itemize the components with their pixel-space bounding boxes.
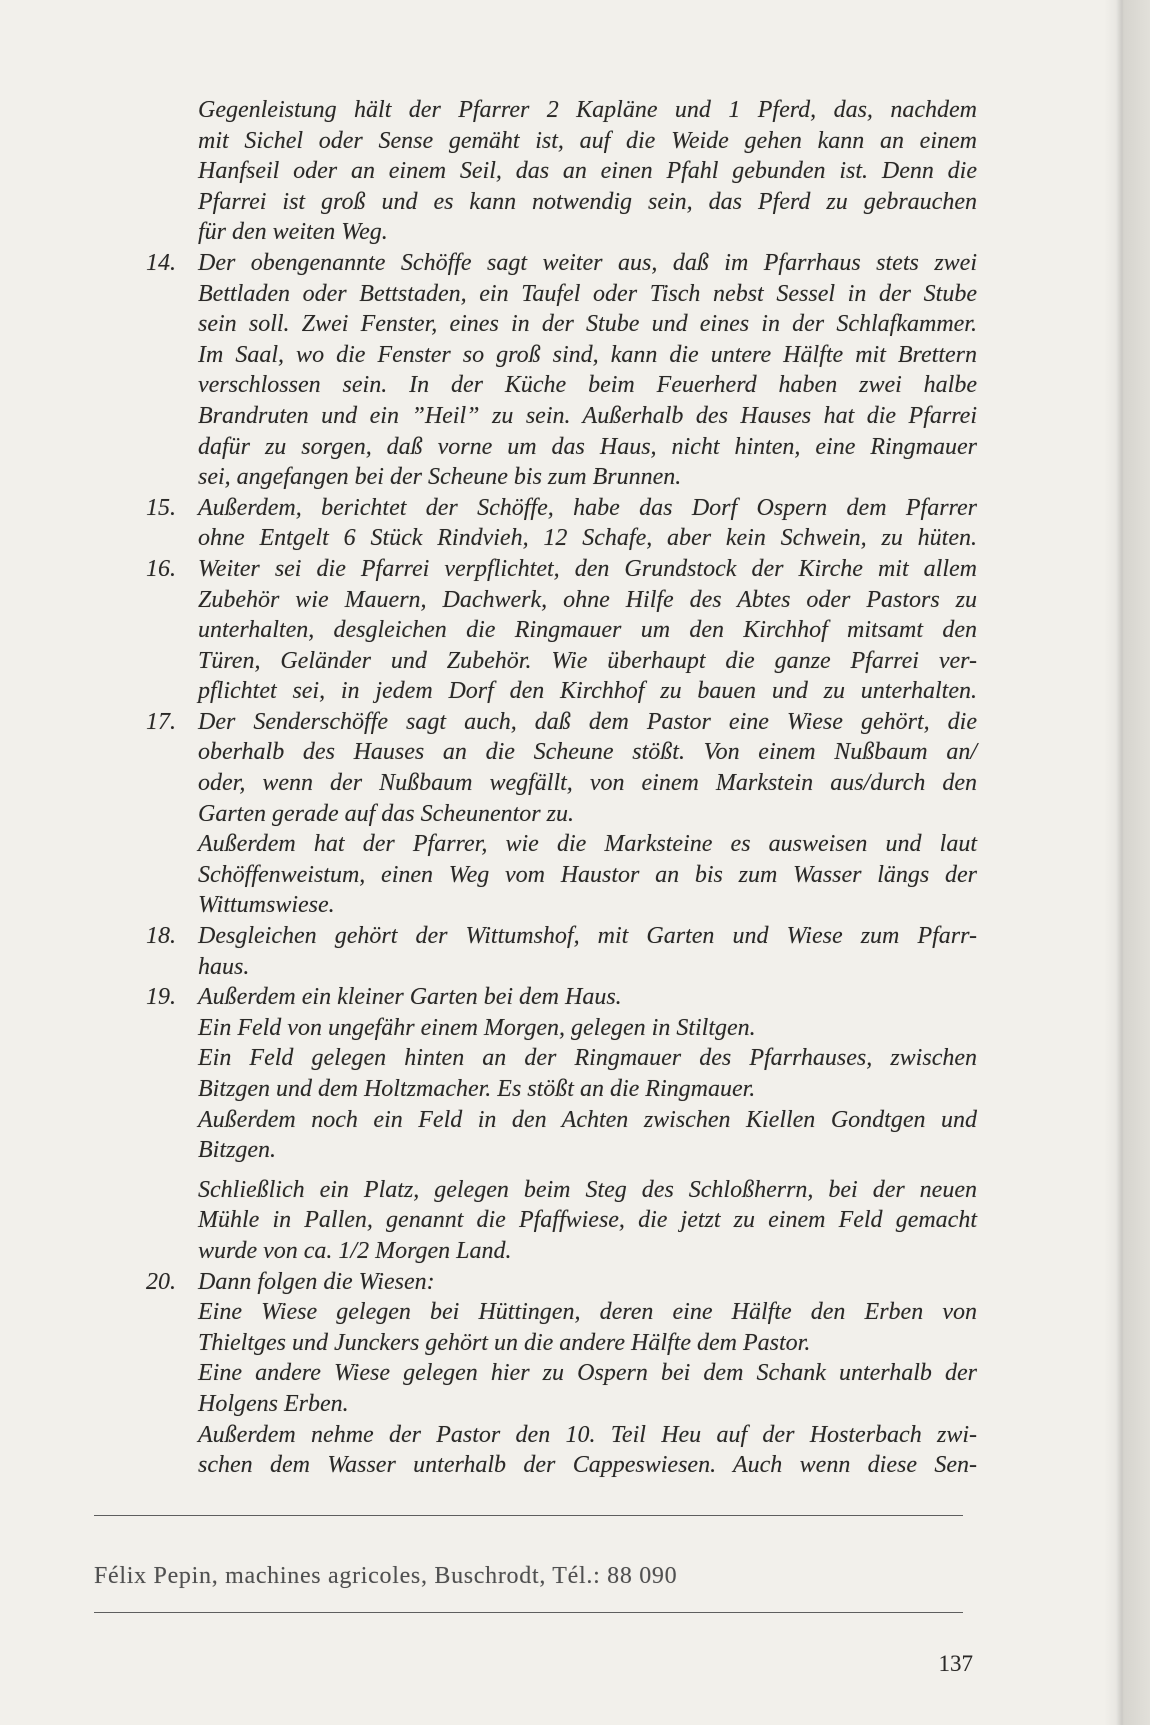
item-body: [198, 493, 977, 554]
text-line: [198, 921, 977, 952]
paragraph: [198, 1358, 977, 1419]
item-body: [198, 1267, 977, 1481]
text-line: [198, 554, 977, 585]
item-number: 15.: [146, 494, 176, 521]
text-line-content: verschlossen sein. In der Küche beim Feuerherd haben zwei halbe: [198, 372, 977, 399]
text-line-content: Bitzgen und dem Holtzmacher. Es stößt an die Ringmauer.: [198, 1076, 756, 1102]
text-line-content: Hanfseil oder an einem Seil, das an einen Pfahl gebunden ist. Denn die: [198, 158, 977, 185]
text-line: [198, 707, 977, 738]
text-line-content: Außerdem hat der Pfarrer, wie die Marksteine es ausweisen und laut: [198, 831, 977, 858]
item-body: [198, 982, 977, 1266]
paragraph: [198, 1175, 977, 1267]
text-line-content: Zubehör wie Mauern, Dachwerk, ohne Hilfe des Abtes oder Pastors zu: [198, 586, 977, 613]
text-line-content: dafür zu sorgen, daß vorne um das Haus, nicht hinten, eine Ringmauer: [198, 433, 977, 460]
item-number: 19.: [146, 984, 176, 1011]
text-line-content: Der obengenannte Schöffe sagt weiter aus, daß im Pfarrhaus stets zwei: [198, 249, 977, 276]
text-line-content: Ein Feld gelegen hinten an der Ringmauer des Pfarrhauses, zwischen: [198, 1045, 977, 1072]
text-line-content: Weiter sei die Pfarrei verpflichtet, den Grundstock der Kirche mit allem: [198, 555, 977, 582]
text-line: [198, 1043, 977, 1074]
text-line: [198, 126, 977, 157]
text-line-content: Pfarrei ist groß und es kann notwendig sein, das Pferd zu gebrauchen: [198, 188, 977, 215]
text-line-content: Der Senderschöffe sagt auch, daß dem Pastor eine Wiese gehört, die: [198, 708, 977, 735]
text-line-content: Dann folgen die Wiesen:: [198, 1268, 435, 1295]
item-number: 18.: [146, 923, 176, 950]
list-item: [146, 248, 977, 493]
item-number: 17.: [146, 708, 176, 735]
text-line: [198, 1236, 977, 1267]
text-line: [198, 615, 977, 646]
text-line-content: für den weiten Weg.: [198, 219, 388, 246]
text-line: [198, 1297, 977, 1328]
text-line-content: oberhalb des Hauses an die Scheune stößt. Von einem Nußbaum an/: [198, 739, 977, 766]
text-line: [198, 462, 977, 493]
item-body: [198, 95, 977, 248]
text-line: [198, 1135, 977, 1166]
text-line: [198, 493, 977, 524]
footer-rule-bottom: [94, 1612, 963, 1613]
text-line-content: Türen, Geländer und Zubehör. Wie überhaupt die ganze Pfarrei ver-: [198, 647, 977, 674]
paragraph: [198, 1297, 977, 1358]
paragraph: [198, 1105, 977, 1166]
text-line-content: Brandruten und ein ”Heil” zu sein. Außerhalb des Hauses hat die Pfarrei: [198, 402, 977, 429]
text-line: [198, 829, 977, 860]
text-line-content: oder, wenn der Nußbaum wegfällt, von einem Markstein aus/durch den: [198, 770, 977, 797]
continuation-paragraph: [146, 95, 977, 248]
text-line-content: Holgens Erben.: [198, 1390, 349, 1417]
text-line: [198, 982, 977, 1013]
text-line-content: Außerdem noch ein Feld in den Achten zwischen Kiellen Gondtgen und: [198, 1106, 977, 1133]
text-line: [198, 248, 977, 279]
text-line-content: Außerdem nehme der Pastor den 10. Teil Heu auf der Hosterbach zwi-: [198, 1421, 977, 1448]
text-line: [198, 676, 977, 707]
text-line: [198, 432, 977, 463]
list-item: [146, 554, 977, 707]
item-body: [198, 921, 977, 982]
text-line-content: Bitzgen.: [198, 1137, 276, 1164]
text-line-content: Garten gerade auf das Scheunentor zu.: [198, 800, 574, 827]
paragraph: [198, 1267, 977, 1298]
paragraph: [198, 1043, 977, 1104]
text-line-content: haus.: [198, 953, 250, 980]
item-body: [198, 554, 977, 707]
text-line-content: Schöffenweistum, einen Weg vom Haustor an bis zum Wasser längs der: [198, 861, 977, 888]
paragraph: [198, 248, 977, 493]
text-line-content: unterhalten, desgleichen die Ringmauer um den Kirchhof mitsamt den: [198, 617, 977, 644]
item-number: 14.: [146, 249, 176, 276]
text-line: [198, 401, 977, 432]
list-item: [146, 1267, 977, 1481]
text-line-content: sei, angefangen bei der Scheune bis zum Brunnen.: [198, 464, 682, 491]
item-number: 16.: [146, 555, 176, 582]
paragraph: [198, 554, 977, 707]
item-number: 20.: [146, 1268, 176, 1295]
text-line: [198, 1175, 977, 1206]
text-line-content: wurde von ca. 1/2 Morgen Land.: [198, 1237, 512, 1264]
text-line: [198, 585, 977, 616]
text-line: [198, 646, 977, 677]
text-line: [198, 1074, 977, 1105]
text-line-content: ohne Entgelt 6 Stück Rindvieh, 12 Schafe, aber kein Schwein, zu hüten.: [198, 525, 977, 552]
text-line-content: Desgleichen gehört der Wittumshof, mit Garten und Wiese zum Pfarr-: [198, 923, 977, 950]
text-line-content: Ein Feld von ungefähr einem Morgen, gelegen in Stiltgen.: [198, 1014, 756, 1041]
text-line: [198, 1013, 977, 1044]
text-line-content: schen dem Wasser unterhalb der Cappeswiesen. Auch wenn diese Sen-: [198, 1452, 977, 1479]
paragraph: [198, 921, 977, 982]
text-line: [198, 1358, 977, 1389]
text-line: [198, 279, 977, 310]
text-line: [198, 1420, 977, 1451]
page-binding-gutter: [1104, 0, 1150, 1725]
text-line: [198, 860, 977, 891]
text-line-content: Eine andere Wiese gelegen hier zu Ospern bei dem Schank unterhalb der: [198, 1360, 977, 1387]
text-line: [198, 1105, 977, 1136]
text-line: [198, 1389, 977, 1420]
text-line-content: Thieltges und Junckers gehört un die andere Hälfte dem Pastor.: [198, 1329, 811, 1356]
text-line: [198, 952, 977, 983]
list-item: [146, 493, 977, 554]
text-line-content: Eine Wiese gelegen bei Hüttingen, deren eine Hälfte den Erben von: [198, 1299, 977, 1326]
paragraph: [198, 1013, 977, 1044]
paragraph: [198, 982, 977, 1013]
text-line: [198, 187, 977, 218]
text-line-content: Bettladen oder Bettstaden, ein Taufel oder Tisch nebst Sessel in der Stube: [198, 280, 977, 307]
text-line: [198, 309, 977, 340]
page-number: 137: [938, 1651, 973, 1676]
paragraph: [198, 707, 977, 829]
paragraph: [198, 493, 977, 554]
text-line: [198, 95, 977, 126]
paragraph: [198, 1420, 977, 1481]
text-line-content: sein soll. Zwei Fenster, eines in der Stube und eines in der Schlafkammer.: [198, 311, 977, 338]
paragraph: [198, 95, 977, 248]
text-line: [198, 890, 977, 921]
text-line-content: pflichtet sei, in jedem Dorf den Kirchhof zu bauen und zu unterhalten.: [198, 678, 977, 705]
text-line-content: Außerdem ein kleiner Garten bei dem Haus.: [198, 984, 622, 1011]
text-line-content: Im Saal, wo die Fenster so groß sind, kann die untere Hälfte mit Brettern: [198, 341, 977, 368]
text-line: [198, 523, 977, 554]
text-line: [198, 1205, 977, 1236]
text-line-content: mit Sichel oder Sense gemäht ist, auf die Weide gehen kann an einem: [198, 127, 977, 154]
text-line-content: Gegenleistung hält der Pfarrer 2 Kapläne und 1 Pferd, das, nachdem: [198, 97, 977, 123]
text-line-content: Schließlich ein Platz, gelegen beim Steg des Schloßherrn, bei der neuen: [198, 1176, 977, 1203]
text-line: [198, 340, 977, 371]
footer-advert: Félix Pepin, machines agricoles, Buschrodt, Tél.: 88 090: [94, 1563, 678, 1589]
item-body: [198, 707, 977, 921]
footer-rule-top: [94, 1515, 963, 1516]
text-line: [198, 217, 977, 248]
text-line-content: Außerdem, berichtet der Schöffe, habe das Dorf Ospern dem Pfarrer: [198, 494, 977, 521]
text-line-content: Mühle in Pallen, genannt die Pfaffwiese, die jetzt zu einem Feld gemacht: [198, 1207, 977, 1234]
text-line: [198, 768, 977, 799]
text-line: [198, 1328, 977, 1359]
text-line: [198, 799, 977, 830]
text-line: [198, 1267, 977, 1298]
text-line: [198, 737, 977, 768]
body-text: [146, 95, 977, 1481]
text-line: [198, 1450, 977, 1481]
list-item: [146, 707, 977, 921]
list-item: [146, 982, 977, 1266]
item-number: [146, 95, 198, 126]
text-line: [198, 156, 977, 187]
text-line-content: Wittumswiese.: [198, 892, 335, 919]
list-item: [146, 921, 977, 982]
text-line: [198, 370, 977, 401]
paragraph: [198, 829, 977, 921]
item-body: [198, 248, 977, 493]
